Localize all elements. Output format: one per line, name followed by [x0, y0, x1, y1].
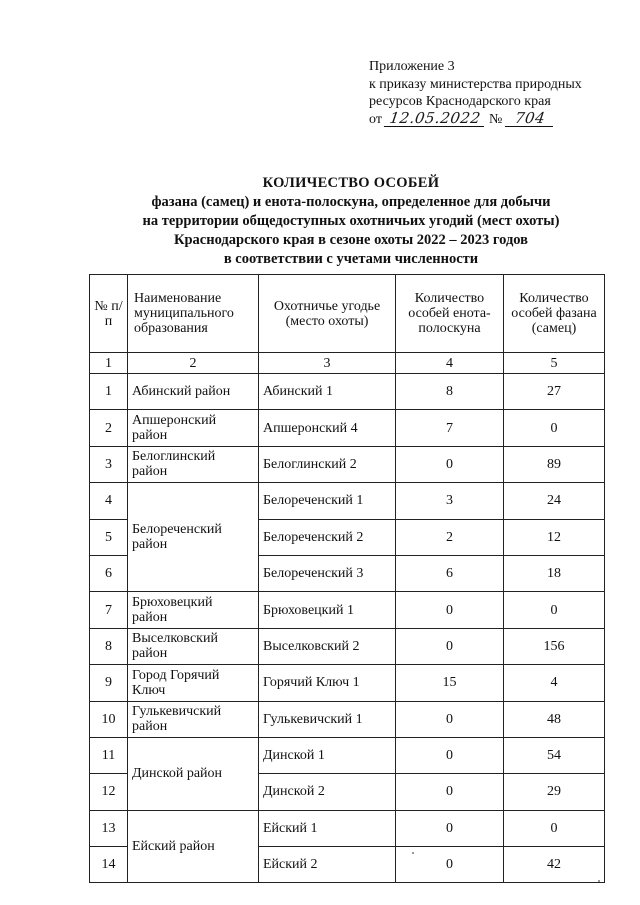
hunting-ground-cell: Брюховецкий 1 [259, 592, 396, 628]
municipality-name-line: район [132, 537, 168, 553]
table-row [90, 810, 605, 846]
title-line-3: на территории общедоступных охотничьих угодий (мест охоты) [142, 213, 560, 229]
municipality-cell [128, 737, 259, 810]
raccoon-count-cell: 15 [396, 665, 504, 701]
row-number: 4 [90, 483, 128, 519]
municipality-name-line: Ейский район [132, 839, 215, 855]
raccoon-count-cell: 0 [396, 592, 504, 628]
column-number: 4 [396, 353, 504, 374]
municipality-name-line: Брюховецкий [132, 595, 213, 611]
title-line-2: фазана (самец) и енота-полоскуна, определенное для добычи [151, 194, 551, 210]
order-date-number-line [369, 108, 629, 129]
pheasant-count-cell: 0 [504, 592, 605, 628]
pheasant-count-cell: 24 [504, 483, 605, 519]
row-number: 7 [90, 592, 128, 628]
municipality-name-line: Белореченский [132, 522, 222, 538]
row-number: 3 [90, 446, 128, 482]
title-line-1: КОЛИЧЕСТВО ОСОБЕЙ [262, 175, 440, 191]
hunting-ground-cell: Горячий Ключ 1 [259, 665, 396, 701]
row-number: 2 [90, 410, 128, 446]
municipality-name-line: Динской район [132, 766, 223, 782]
attachment-title: Приложение 3 [369, 59, 455, 74]
raccoon-count-cell: 0 [396, 701, 504, 737]
municipality-name-line: Выселковский [132, 631, 218, 647]
header-raccoon-count: Количество особей енота-полоскуна [396, 275, 504, 353]
scan-speck [412, 852, 414, 854]
attachment-ministry-line: ресурсов Краснодарского края [369, 94, 551, 109]
table-row [90, 737, 605, 773]
hunting-ground-cell: Белореченский 1 [259, 483, 396, 519]
raccoon-count-cell: 8 [396, 374, 504, 410]
municipality-cell [128, 446, 259, 482]
header-num: № п/п [90, 275, 128, 353]
table-row [90, 446, 605, 482]
title-line-4: Краснодарского края в сезоне охоты 2022 – 2023 годов [173, 232, 529, 248]
municipality-name-line: район [132, 464, 168, 480]
quota-table [89, 274, 605, 883]
hunting-ground-cell: Ейский 1 [259, 810, 396, 846]
row-number: 12 [90, 774, 128, 810]
municipality-cell [128, 410, 259, 446]
municipality-name-line: Апшеронский [132, 413, 217, 429]
hunting-ground-cell: Ейский 2 [259, 847, 396, 883]
raccoon-count-cell: 0 [396, 774, 504, 810]
row-number: 11 [90, 737, 128, 773]
header-pheasant-count: Количество особей фазана (самец) [504, 275, 605, 353]
pheasant-count-cell: 27 [504, 374, 605, 410]
hunting-ground-cell: Апшеронский 4 [259, 410, 396, 446]
scan-speck [598, 880, 600, 882]
hunting-ground-cell: Белоглинский 2 [259, 446, 396, 482]
order-number-handwritten: 704 [505, 111, 555, 127]
hunting-ground-cell: Гулькевичский 1 [259, 701, 396, 737]
order-number-sign: № [488, 111, 503, 127]
table-header-row [90, 275, 605, 353]
column-number: 2 [128, 353, 259, 374]
header-municipality: Наименование муниципального образования [128, 275, 259, 353]
row-number: 9 [90, 665, 128, 701]
raccoon-count-cell: 0 [396, 810, 504, 846]
municipality-cell [128, 374, 259, 410]
municipality-name-line: Гулькевичский [132, 704, 222, 720]
table-row [90, 483, 605, 519]
municipality-cell [128, 665, 259, 701]
row-number: 8 [90, 628, 128, 664]
title-line-5: в соответствии с учетами численности [223, 251, 479, 267]
table-row [90, 374, 605, 410]
hunting-ground-cell: Динской 1 [259, 737, 396, 773]
hunting-ground-cell: Абинский 1 [259, 374, 396, 410]
hunting-ground-cell: Выселковский 2 [259, 628, 396, 664]
raccoon-count-cell: 0 [396, 446, 504, 482]
header-hunting-ground: Охотничье угодье (место охоты) [259, 275, 396, 353]
municipality-name-line: Белоглинский [132, 449, 216, 465]
municipality-name-line: Абинский район [132, 384, 231, 400]
pheasant-count-cell: 48 [504, 701, 605, 737]
pheasant-count-cell: 0 [504, 410, 605, 446]
pheasant-count-cell: 54 [504, 737, 605, 773]
hunting-ground-cell: Динской 2 [259, 774, 396, 810]
raccoon-count-cell: 0 [396, 737, 504, 773]
table-row [90, 410, 605, 446]
attachment-order-line: к приказу министерства природных [369, 76, 582, 92]
row-number: 6 [90, 555, 128, 591]
municipality-name-line: Город Горячий [132, 667, 220, 683]
column-number: 5 [504, 353, 605, 374]
municipality-cell [128, 701, 259, 737]
raccoon-count-cell: 7 [396, 410, 504, 446]
order-prefix: от [369, 111, 382, 127]
pheasant-count-cell: 18 [504, 555, 605, 591]
document-title [96, 174, 606, 269]
column-number: 1 [90, 353, 128, 374]
municipality-name-line: район [132, 719, 168, 735]
pheasant-count-cell: 0 [504, 810, 605, 846]
row-number: 5 [90, 519, 128, 555]
raccoon-count-cell: 3 [396, 483, 504, 519]
pheasant-count-cell: 89 [504, 446, 605, 482]
table-row [90, 665, 605, 701]
quota-table-body [90, 275, 605, 883]
hunting-ground-cell: Белореченский 3 [259, 555, 396, 591]
pheasant-count-cell: 29 [504, 774, 605, 810]
table-row [90, 628, 605, 664]
attachment-block [369, 58, 629, 128]
pheasant-count-cell: 4 [504, 665, 605, 701]
raccoon-count-cell: 6 [396, 555, 504, 591]
municipality-cell [128, 810, 259, 883]
raccoon-count-cell: 2 [396, 519, 504, 555]
row-number: 13 [90, 810, 128, 846]
pheasant-count-cell: 12 [504, 519, 605, 555]
row-number: 10 [90, 701, 128, 737]
row-number: 1 [90, 374, 128, 410]
municipality-cell [128, 483, 259, 592]
municipality-cell [128, 592, 259, 628]
order-date-handwritten: 12.05.2022 [384, 111, 486, 127]
table-row [90, 592, 605, 628]
municipality-cell [128, 628, 259, 664]
table-row [90, 701, 605, 737]
column-numbers-row [90, 353, 605, 374]
pheasant-count-cell: 156 [504, 628, 605, 664]
municipality-name-line: район [132, 428, 168, 444]
column-number: 3 [259, 353, 396, 374]
row-number: 14 [90, 847, 128, 883]
municipality-name-line: район [132, 646, 168, 662]
hunting-ground-cell: Белореченский 2 [259, 519, 396, 555]
pheasant-count-cell: 42 [504, 847, 605, 883]
raccoon-count-cell: 0 [396, 628, 504, 664]
municipality-name-line: Ключ [132, 682, 166, 698]
municipality-name-line: район [132, 610, 168, 626]
raccoon-count-cell: 0 [396, 847, 504, 883]
